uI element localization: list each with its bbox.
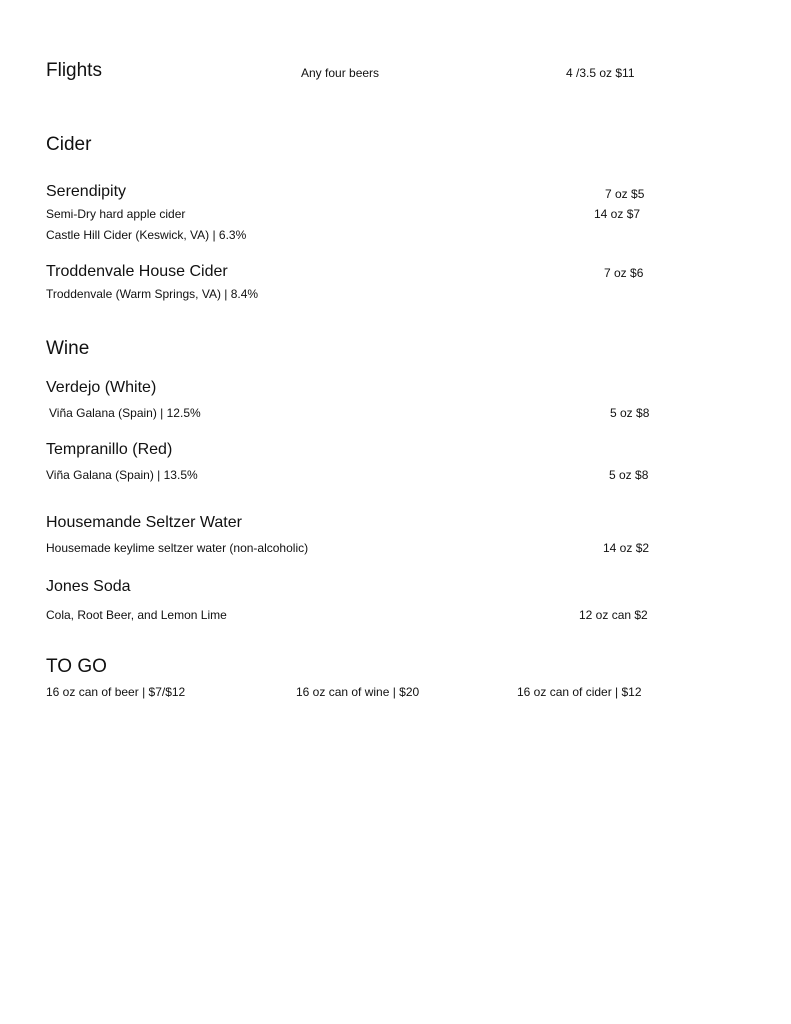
cider-item-price: 7 oz $6 (604, 266, 644, 280)
wine-item-producer: Viña Galana (Spain) | 12.5% (49, 406, 201, 420)
cider-item-price: 7 oz $5 (605, 187, 645, 201)
cider-item-name: Troddenvale House Cider (46, 263, 228, 280)
wine-item-producer: Viña Galana (Spain) | 13.5% (46, 468, 198, 482)
wine-item-price: 5 oz $8 (610, 406, 650, 420)
seltzer-description: Housemade keylime seltzer water (non-alcoholic) (46, 541, 309, 555)
soda-flavors: Cola, Root Beer, and Lemon Lime (46, 608, 227, 622)
cider-item-name: Serendipity (46, 183, 127, 200)
soda-price: 12 oz can $2 (579, 608, 648, 622)
flights-price: 4 /3.5 oz $11 (566, 66, 635, 80)
cider-item-style: Semi-Dry hard apple cider (46, 207, 186, 221)
to-go-wine: 16 oz can of wine | $20 (296, 685, 420, 699)
flights-description: Any four beers (301, 66, 380, 80)
wine-item-name: Tempranillo (Red) (46, 441, 173, 458)
seltzer-price: 14 oz $2 (603, 541, 650, 555)
wine-section-title: Wine (46, 338, 90, 359)
to-go-section-title: TO GO (46, 656, 107, 677)
wine-item-name: Verdejo (White) (46, 379, 157, 396)
flights-title: Flights (46, 60, 102, 81)
seltzer-name: Housemande Seltzer Water (46, 514, 242, 531)
soda-name: Jones Soda (46, 578, 131, 595)
cider-item-price-large: 14 oz $7 (594, 207, 641, 221)
wine-item-price: 5 oz $8 (609, 468, 649, 482)
to-go-cider: 16 oz can of cider | $12 (517, 685, 642, 699)
cider-item-producer: Castle Hill Cider (Keswick, VA) | 6.3% (46, 228, 247, 242)
cider-item-producer: Troddenvale (Warm Springs, VA) | 8.4% (46, 287, 259, 301)
to-go-beer: 16 oz can of beer | $7/$12 (46, 685, 186, 699)
cider-section-title: Cider (46, 134, 92, 155)
